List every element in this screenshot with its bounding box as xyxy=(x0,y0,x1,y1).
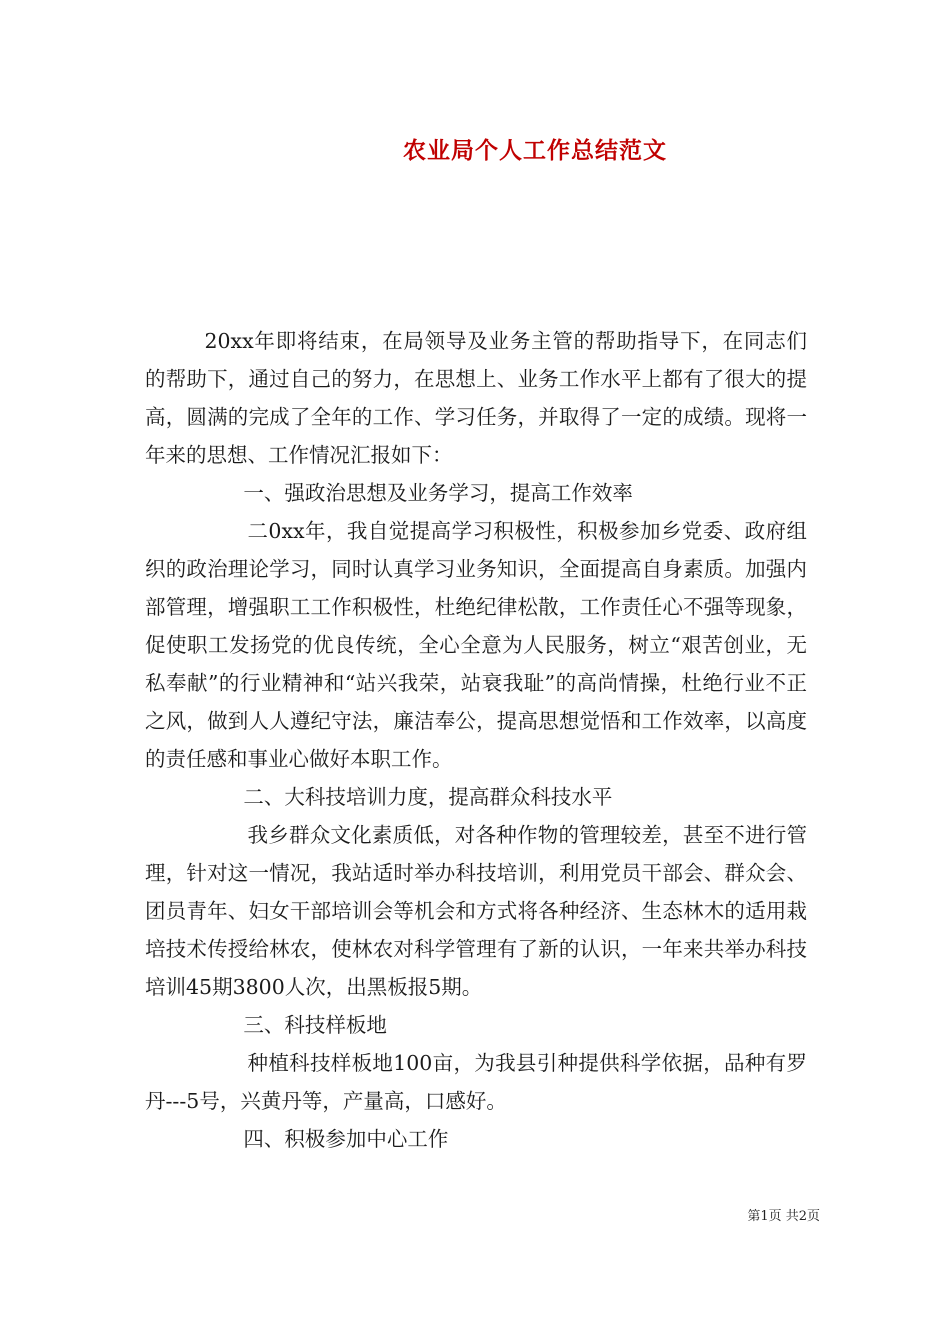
paragraph-section-1: 二0xx年，我自觉提高学习积极性，积极参加乡党委、政府组织的政治理论学习，同时认真学习业务知识，全面提高自身素质。加强内部管理，增强职工工作积极性，杜绝纪律松散，工作责任心不强等现象，促使职工发扬党的优良传统，全心全意为人民服务，树立“艰苦创业，无私奉献”的行业精神和“站兴我荣，站衰我耻”的高尚情操，杜绝行业不正之风，做到人人遵纪守法，廉洁奉公，提高思想觉悟和工作效率，以高度的责任感和事业心做好本职工作。 xyxy=(145,519,807,771)
paragraph-intro: 20xx年即将结束，在局领导及业务主管的帮助指导下，在同志们的帮助下，通过自己的努力，在思想上、业务工作水平上都有了很大的提高，圆满的完成了全年的工作、学习任务，并取得了一定的成绩。现将一年来的思想、工作情况汇报如下： xyxy=(145,329,807,467)
section-heading-4: 四、积极参加中心工作 xyxy=(243,1127,449,1151)
page-number: 第1页 共2页 xyxy=(747,1209,820,1224)
section-heading-2: 二、大科技培训力度，提高群众科技水平 xyxy=(243,785,613,809)
paragraph-section-2: 我乡群众文化素质低，对各种作物的管理较差，甚至不进行管理，针对这一情况，我站适时举办科技培训，利用党员干部会、群众会、团员青年、妇女干部培训会等机会和方式将各种经济、生态林木的适用栽培技术传授给林农，使林农对科学管理有了新的认识，一年来共举办科技培训45期3800人次，出黑板报5期。 xyxy=(145,823,807,999)
document-body xyxy=(145,322,807,1158)
document-title: 农业局个人工作总结范文 xyxy=(403,137,667,164)
section-heading-1: 一、强政治思想及业务学习，提高工作效率 xyxy=(243,481,633,505)
section-heading-3: 三、科技样板地 xyxy=(243,1013,387,1037)
paragraph-section-3: 种植科技样板地100亩，为我县引种提供科学依据，品种有罗丹---5号，兴黄丹等，产量高，口感好。 xyxy=(145,1051,807,1113)
